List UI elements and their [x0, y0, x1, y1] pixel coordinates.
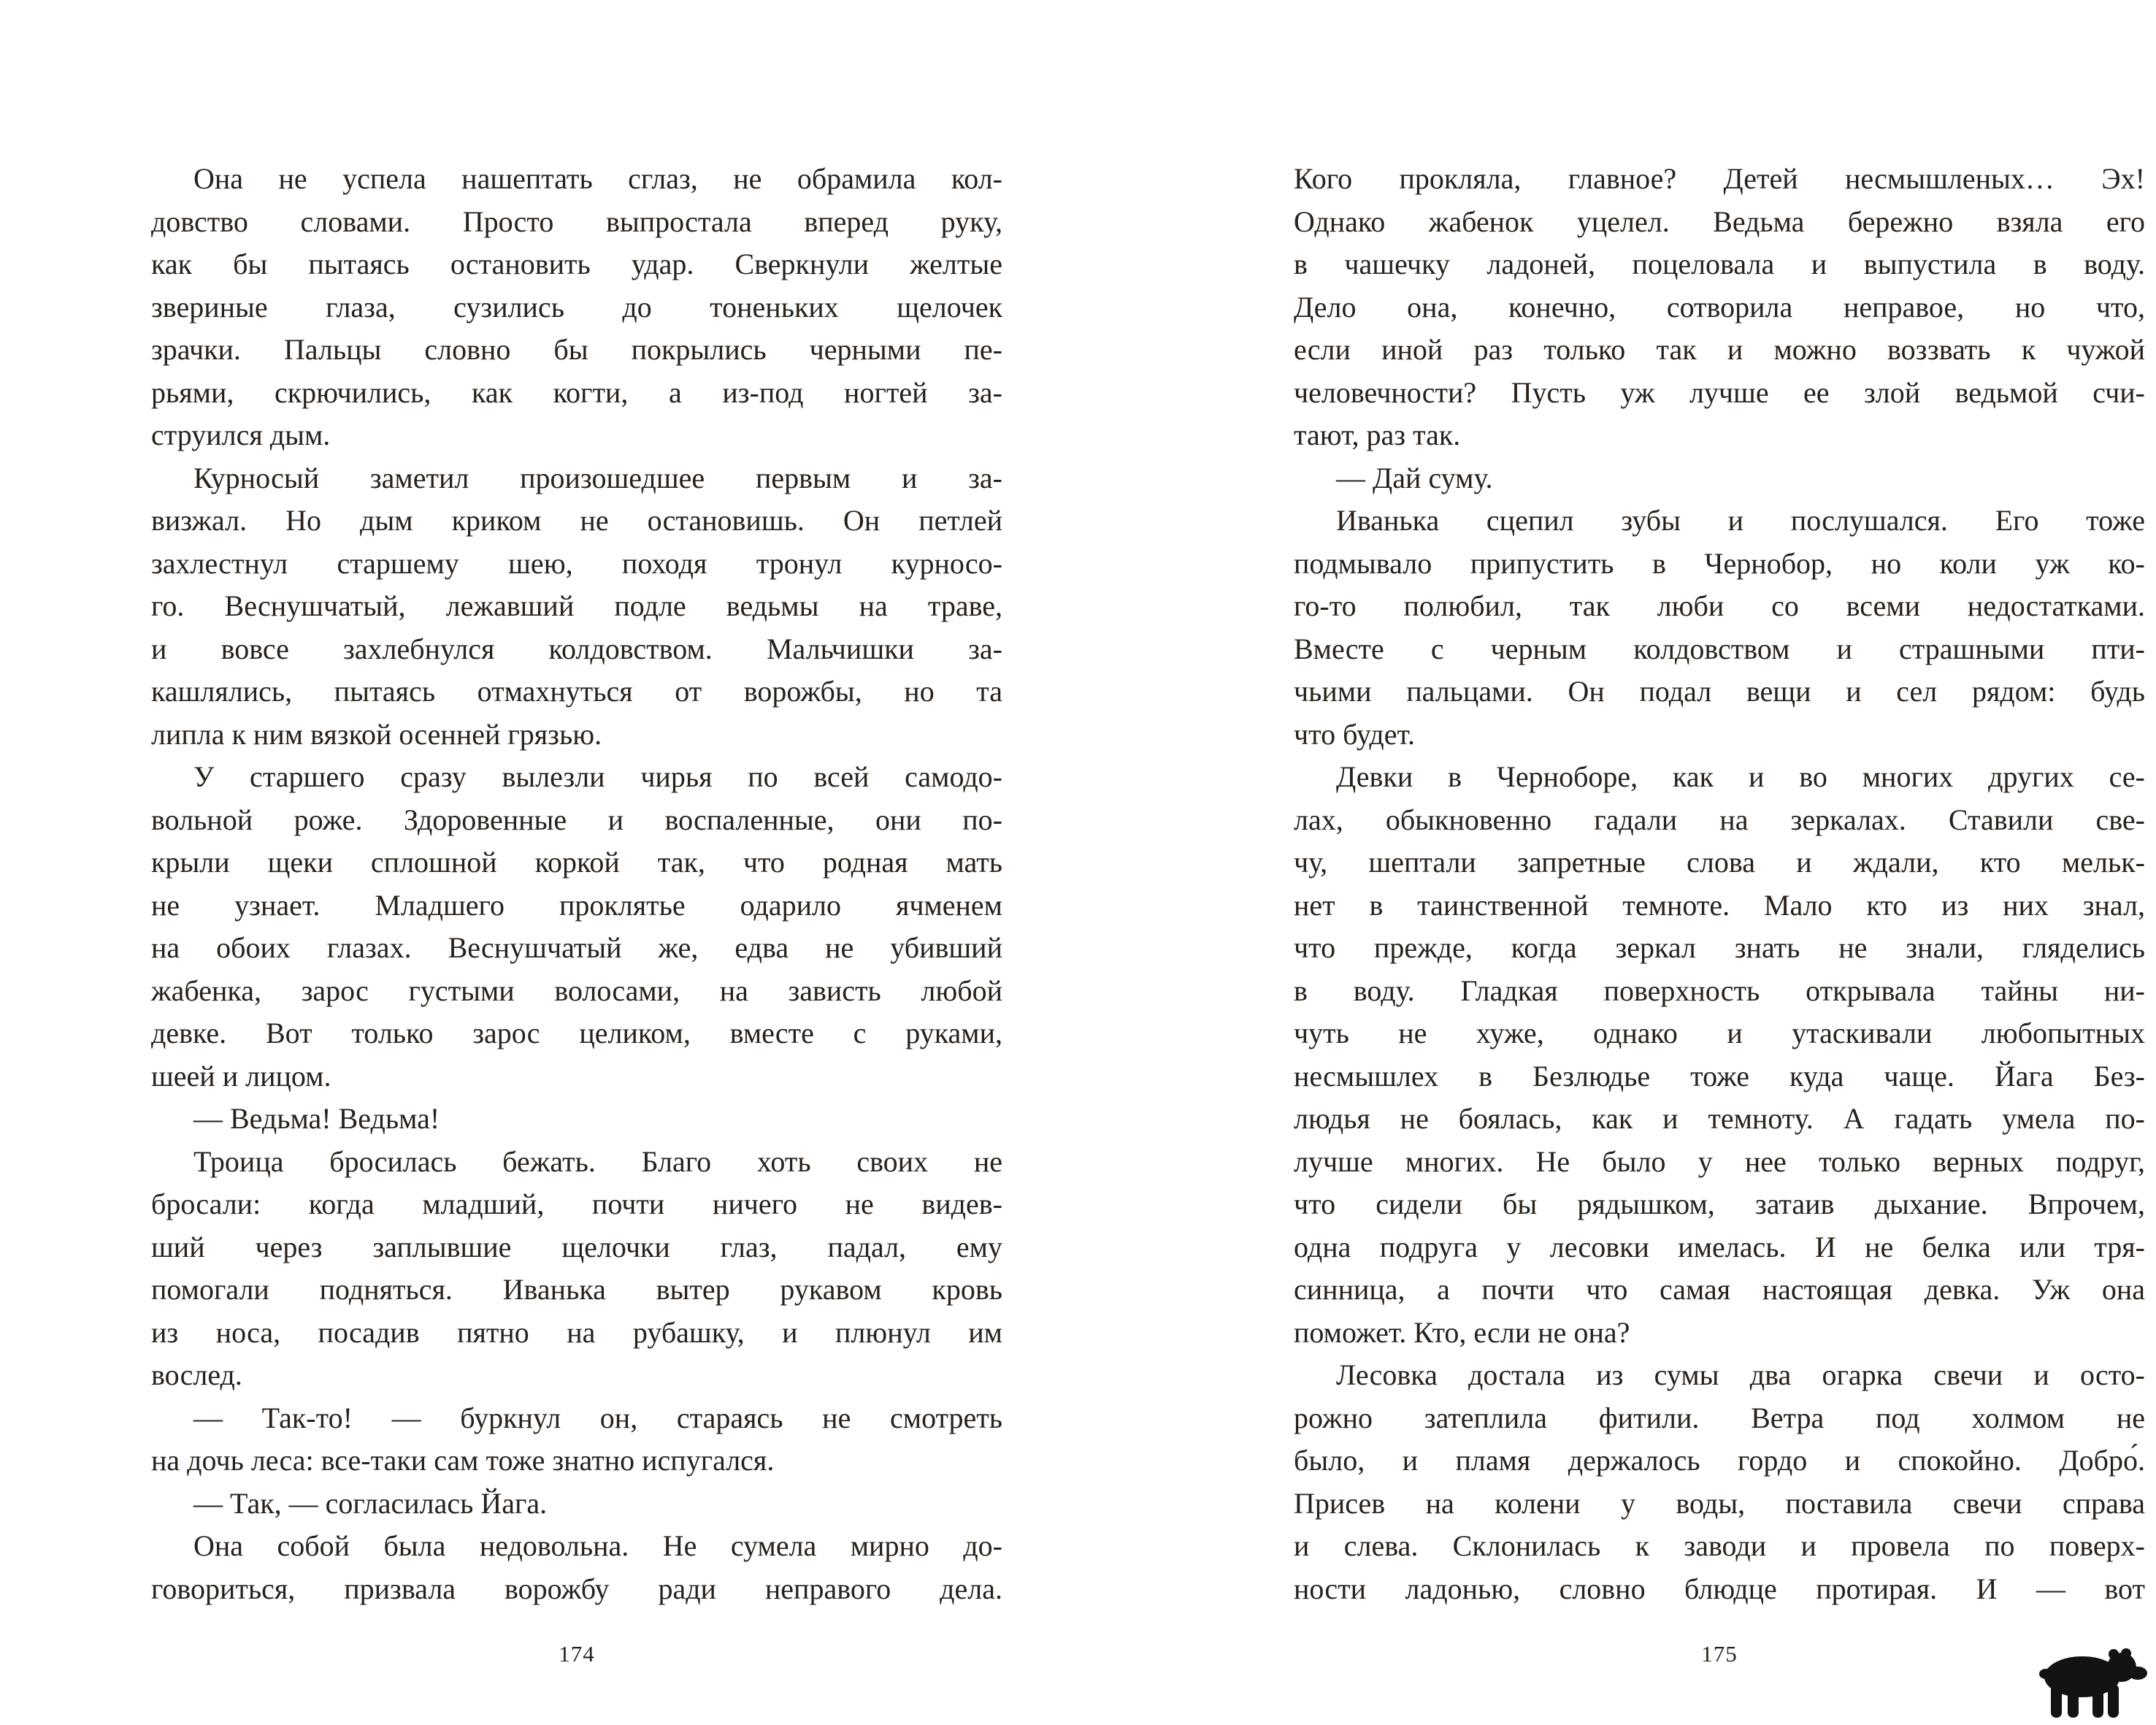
page-right-text [1294, 158, 2145, 1610]
text-line: Она собой была недовольна. Не сумела мирно до- [193, 1529, 1002, 1562]
text-line: тают, раз так. [1294, 418, 1461, 451]
text-line: У старшего сразу вылезли чирья по всей самодо- [193, 760, 1002, 793]
text-line: бросали: когда младший, почти ничего не видев- [151, 1187, 1002, 1220]
text-line: было, и пламя держалось гордо и спокойно. Добро́. [1294, 1444, 2145, 1477]
text-line: чьими пальцами. Он подал вещи и сел рядом: будь [1294, 675, 2145, 708]
text-line: людья не боялась, как и темноту. А гадать умела по- [1294, 1102, 2145, 1135]
text-line: Присев на колени у воды, поставила свечи справа [1294, 1486, 2145, 1520]
text-line: Однако жабенок уцелел. Ведьма бережно взяла его [1294, 204, 2145, 238]
text-line: лучше многих. Не было у нее только верных подруг, [1294, 1144, 2145, 1178]
text-line: рожно затеплила фитили. Ветра под холмом не [1294, 1401, 2145, 1434]
text-line: подмывало припустить в Чернобор, но коли уж ко- [1294, 546, 2145, 580]
page-left-text [151, 158, 1002, 1610]
text-line: го. Веснушчатый, лежавший подле ведьмы на траве, [151, 589, 1002, 622]
text-line: говориться, призвала ворожбу ради неправого дела. [151, 1572, 1002, 1605]
text-line: довство словами. Просто выпростала вперед руку, [151, 204, 1002, 238]
text-line: что сидели бы рядышком, затаив дыхание. Впрочем, [1294, 1187, 2145, 1220]
text-line: не узнает. Младшего проклятье одарило ячменем [151, 888, 1002, 922]
bear-icon [2028, 1645, 2152, 1721]
text-line: рьями, скрючились, как когти, а из-под ногтей за- [151, 375, 1002, 409]
text-line: — Дай суму. [1336, 461, 1493, 494]
text-line: если иной раз только так и можно воззвать к чужой [1294, 333, 2145, 366]
text-line: ший через заплывшие щелочки глаз, падал, ему [151, 1230, 1002, 1263]
text-line: лах, обыкновенно гадали на зеркалах. Ставили све- [1294, 803, 2145, 836]
text-line: — Так, — согласилась Йага. [193, 1486, 548, 1520]
text-line: визжал. Но дым криком не остановишь. Он петлей [151, 504, 1002, 537]
text-line: Девки в Черноборе, как и во многих других се- [1336, 760, 2145, 793]
text-line: кашлялись, пытаясь отмахнуться от ворожбы, но та [151, 675, 1002, 708]
text-line: Лесовка достала из сумы два огарка свечи и осто- [1336, 1358, 2145, 1391]
text-line: — Ведьма! Ведьма! [193, 1102, 440, 1135]
text-line: что будет. [1294, 717, 1415, 751]
text-line: несмышлех в Безлюдье тоже куда чаще. Йага Без- [1294, 1059, 2145, 1093]
text-line: поможет. Кто, если не она? [1294, 1315, 1630, 1349]
text-line: в чашечку ладоней, поцеловала и выпустила в воду. [1294, 248, 2145, 280]
text-line: синница, а почти что самая настоящая девка. Уж она [1294, 1273, 2145, 1306]
text-line: вольной роже. Здоровенные и воспаленные, они по- [151, 803, 1002, 836]
text-line: одна подруга у лесовки имелась. И не белка или тря- [1294, 1230, 2145, 1263]
text-line: помогали подняться. Иванька вытер рукавом кровь [151, 1273, 1002, 1306]
text-line: струился дым. [151, 418, 331, 451]
page-number-left: 174 [559, 1641, 595, 1667]
text-line: чуть не хуже, однако и утаскивали любопытных [1294, 1017, 2145, 1049]
text-line: — Так-то! — буркнул он, стараясь не смотреть [193, 1401, 1002, 1434]
text-line: захлестнул старшему шею, походя тронул курносо- [151, 546, 1002, 580]
text-line: вослед. [151, 1358, 242, 1391]
page-number-right: 175 [1701, 1641, 1738, 1667]
text-line: Курносый заметил произошедшее первым и за- [193, 461, 1002, 494]
text-line: на обоих глазах. Веснушчатый же, едва не убивший [151, 931, 1002, 964]
text-line: как бы пытаясь остановить удар. Сверкнули желтые [151, 248, 1002, 280]
text-line: звериные глаза, сузились до тоненьких щелочек [151, 290, 1002, 324]
text-line: липла к ним вязкой осенней грязью. [151, 717, 602, 751]
text-line: Кого прокляла, главное? Детей несмышленых… Эх! [1294, 162, 2145, 195]
text-line: Иванька сцепил зубы и послушался. Его тоже [1336, 504, 2145, 537]
text-line: жабенка, зарос густыми волосами, на зависть любой [151, 974, 1002, 1007]
text-line: го-то полюбил, так люби со всеми недостатками. [1294, 589, 2145, 622]
text-line: крыли щеки сплошной коркой так, что родная мать [151, 846, 1002, 879]
text-line: шеей и лицом. [151, 1059, 331, 1093]
text-line: и вовсе захлебнулся колдовством. Мальчишки за- [151, 632, 1002, 665]
text-line: девке. Вот только зарос целиком, вместе с руками, [151, 1017, 1002, 1049]
text-line: Она не успела нашептать сглаз, не обрамила кол- [193, 162, 1002, 195]
text-line: из носа, посадив пятно на рубашку, и плюнул им [151, 1315, 1002, 1349]
text-line: Дело она, конечно, сотворила неправое, но что, [1294, 290, 2145, 324]
text-line: Троица бросилась бежать. Благо хоть своих не [193, 1144, 1002, 1178]
text-line: человечности? Пусть уж лучше ее злой ведьмой счи- [1294, 375, 2145, 409]
text-line: Вместе с черным колдовством и страшными пти- [1294, 632, 2145, 665]
text-line: чу, шептали запретные слова и ждали, кто мельк- [1294, 846, 2145, 879]
text-line: и слева. Склонилась к заводи и провела по поверх- [1294, 1529, 2145, 1562]
text-line: нет в таинственной темноте. Мало кто из них знал, [1294, 888, 2145, 922]
text-line: что прежде, когда зеркал знать не знали, гляделись [1294, 931, 2145, 964]
text-line: ности ладонью, словно блюдце протирая. И — вот [1294, 1572, 2145, 1605]
text-line: зрачки. Пальцы словно бы покрылись черными пе- [151, 333, 1002, 366]
text-line: на дочь леса: все-таки сам тоже знатно испугался. [151, 1444, 775, 1477]
text-line: в воду. Гладкая поверхность открывала тайны ни- [1294, 974, 2145, 1007]
